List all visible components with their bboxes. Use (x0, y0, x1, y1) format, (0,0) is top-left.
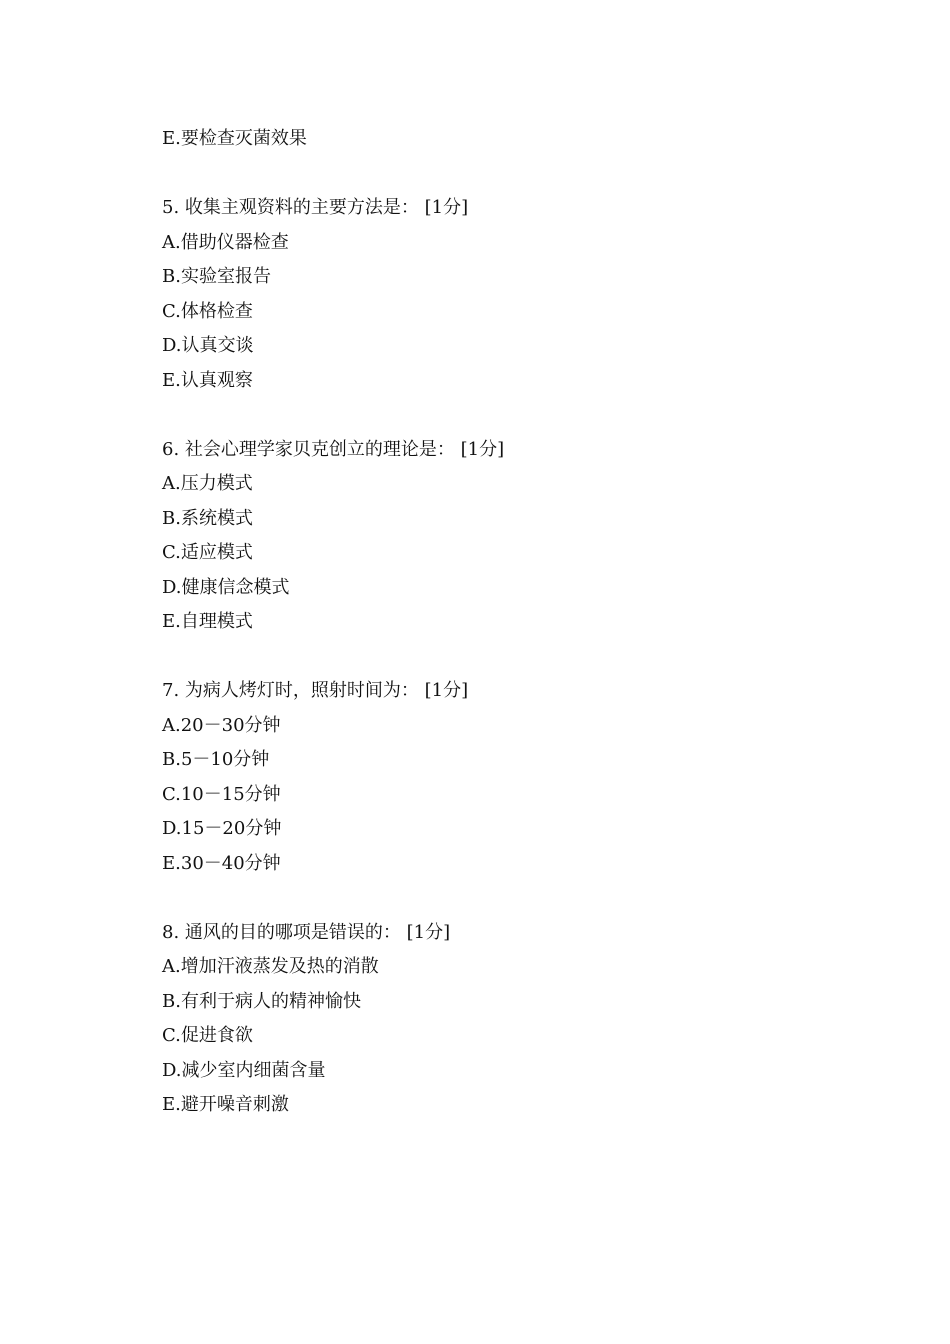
option-a: A.压力模式 (162, 473, 253, 494)
option-e: E.认真观察 (162, 369, 253, 391)
question-stem: 7. 为病人烤灯时，照射时间为： [1分] (162, 680, 469, 701)
option-d: D.15－20分钟 (162, 818, 282, 839)
option-c: C.促进食欲 (162, 1025, 253, 1046)
option-e: E.自理模式 (162, 611, 253, 632)
option-a: A.增加汗液蒸发及热的消散 (162, 956, 379, 977)
option-c: C.适应模式 (162, 542, 253, 563)
question-list (162, 122, 882, 1123)
option-d: D.认真交谈 (162, 335, 254, 356)
question-6 (162, 433, 882, 640)
option-b: B.有利于病人的精神愉快 (162, 990, 361, 1012)
option-c: C.体格检查 (162, 300, 253, 322)
question-7 (162, 674, 882, 881)
option-e: E.避开噪音刺激 (162, 1094, 289, 1115)
question-5 (162, 191, 882, 398)
question-stem: 5. 收集主观资料的主要方法是： [1分] (162, 197, 469, 218)
option-a: A.20－30分钟 (162, 714, 281, 736)
question-stem: 6. 社会心理学家贝克创立的理论是： [1分] (162, 438, 505, 460)
option-a: A.借助仪器检查 (162, 231, 289, 253)
question-stem: 8. 通风的目的哪项是错误的： [1分] (162, 921, 451, 943)
option-b: B.5－10分钟 (162, 749, 270, 770)
option-d: D.减少室内细菌含量 (162, 1059, 326, 1081)
question-8 (162, 916, 882, 1123)
option-d: D.健康信念模式 (162, 576, 290, 598)
option-c: C.10－15分钟 (162, 783, 281, 805)
leading-option: E.要检查灭菌效果 (162, 128, 307, 149)
option-b: B.实验室报告 (162, 266, 271, 287)
option-e: E.30－40分钟 (162, 852, 281, 874)
option-b: B.系统模式 (162, 507, 253, 529)
